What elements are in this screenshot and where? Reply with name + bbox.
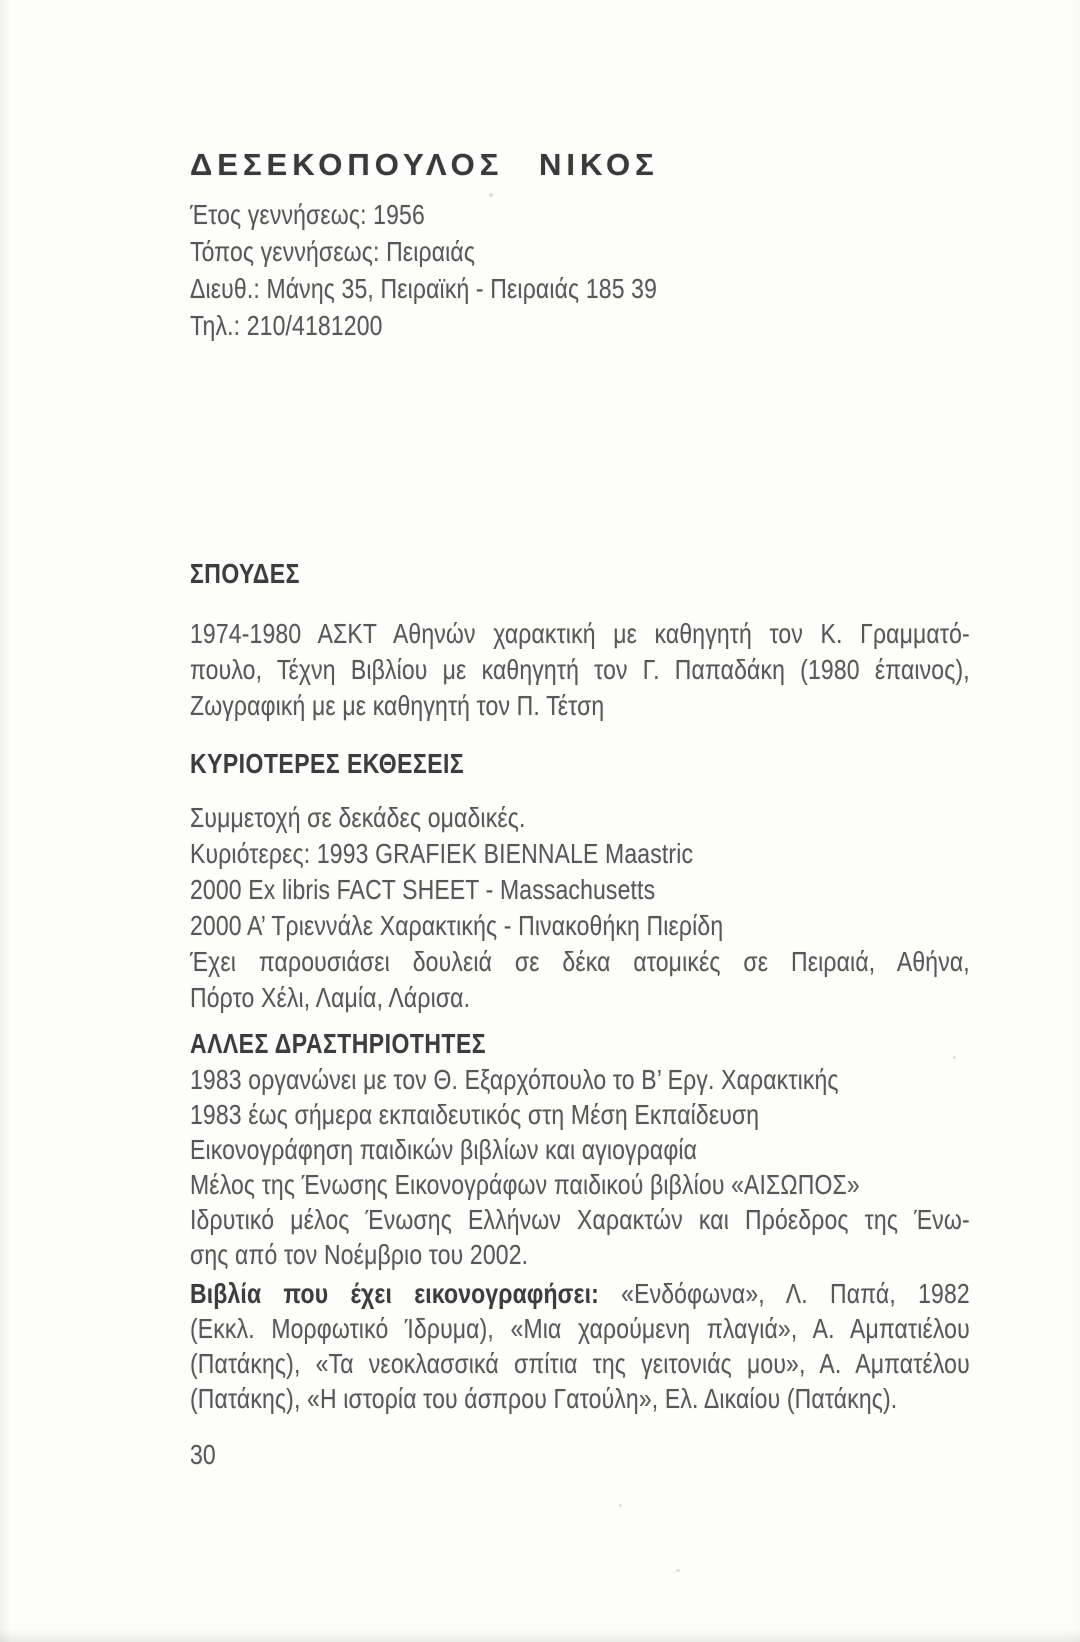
text-line: Έχει παρουσιάσει δουλειά σε δέκα ατομικές σε Πειραιά, Αθήνα, [190, 946, 970, 977]
books-lead-label: Βιβλία που έχει εικονογραφήσει: [190, 1278, 599, 1309]
text-line: 1983 έως σήμερα εκπαιδευτικός στη Μέση Εκπαίδευση [190, 1099, 760, 1130]
text-line: 2000 Α’ Τριεννάλε Χαρακτικής - Πινακοθήκη Πιερίδη [190, 910, 724, 941]
books-paragraph [190, 1276, 970, 1416]
info-line-address: Διευθ.: Μάνης 35, Πειραϊκή - Πειραιάς 185 39 [190, 273, 658, 304]
text-line: Μέλος της Ένωσης Εικονογράφων παιδικού βιβλίου «ΑΙΣΩΠΟΣ» [190, 1169, 860, 1200]
scan-speckle [489, 193, 493, 197]
page-number: 30 [190, 1439, 216, 1470]
text-line: πουλο, Τέχνη Βιβλίου με καθηγητή τον Γ. Παπαδάκη (1980 έπαινος), [190, 654, 970, 685]
books-first-line [190, 1276, 970, 1311]
studies-paragraph [190, 616, 970, 724]
activities-heading: ΑΛΛΕΣ ΔΡΑΣΤΗΡΙΟΤΗΤΕΣ [190, 1028, 487, 1059]
activities-paragraph [190, 1062, 970, 1272]
exhibitions-heading: ΚΥΡΙΟΤΕΡΕΣ ΕΚΘΕΣΕΙΣ [190, 748, 465, 779]
text-line: σης από τον Νοέμβριο του 2002. [190, 1239, 529, 1270]
text-line: 1974-1980 ΑΣΚΤ Αθηνών χαρακτική με καθηγητή τον Κ. Γραμματό- [190, 618, 970, 649]
text-line: Ζωγραφική με με καθηγητή τον Π. Τέτση [190, 690, 605, 721]
text-line: Συμμετοχή σε δεκάδες ομαδικές. [190, 802, 526, 833]
text-line: Εικονογράφηση παιδικών βιβλίων και αγιογραφία [190, 1134, 698, 1165]
text-line: Κυριότερες: 1993 GRAFIEK BIENNALE Maastric [190, 838, 694, 869]
scan-speckle [953, 1056, 956, 1059]
books-lead-rest: «Ενδόφωνα», Λ. Παπά, 1982 [598, 1278, 970, 1309]
info-line-phone: Τηλ.: 210/4181200 [190, 310, 383, 341]
text-line: (Πατάκης), «Τα νεοκλασσικά σπίτια της γειτονιάς μου», Α. Αμπατέλου [190, 1348, 970, 1379]
personal-info [190, 196, 970, 344]
exhibitions-paragraph [190, 800, 970, 1016]
page-title: ΔΕΣΕΚΟΠΟΥΛΟΣ ΝΙΚΟΣ [190, 146, 659, 182]
studies-heading: ΣΠΟΥΔΕΣ [190, 558, 300, 589]
text-line: 1983 οργανώνει με τον Θ. Εξαρχόπουλο το Β’ Εργ. Χαρακτικής [190, 1064, 839, 1095]
text-line: (Πατάκης), «Η ιστορία του άσπρου Γατούλη», Ελ. Δικαίου (Πατάκης). [190, 1383, 898, 1414]
info-line-birth-place: Τόπος γεννήσεως: Πειραιάς [190, 236, 476, 267]
text-line: 2000 Ex libris FACT SHEET - Massachusetts [190, 874, 656, 905]
text-line: Πόρτο Χέλι, Λαμία, Λάρισα. [190, 982, 471, 1013]
info-line-birth-year: Έτος γεννήσεως: 1956 [190, 199, 425, 230]
scan-speckle [619, 1504, 622, 1507]
text-line: Ιδρυτικό μέλος Ένωσης Ελλήνων Χαρακτών και Πρόεδρος της Ένω- [190, 1204, 970, 1235]
text-line: (Εκκλ. Μορφωτικό Ίδρυμα), «Μια χαρούμενη πλαγιά», Α. Αμπατιέλου [190, 1313, 970, 1344]
scan-speckle [676, 1569, 680, 1572]
